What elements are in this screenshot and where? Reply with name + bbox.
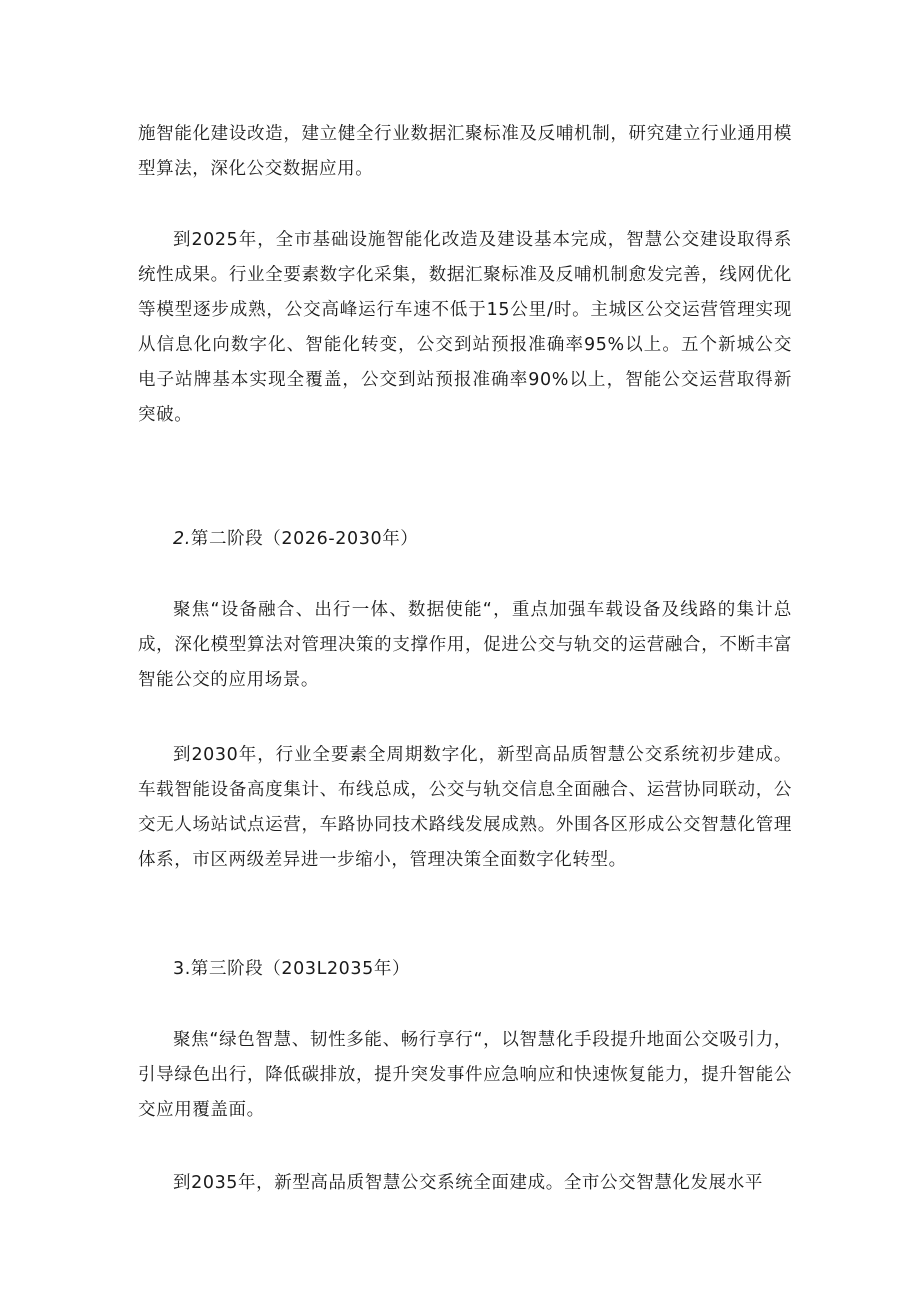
section-title: 第二阶段（2026-2030年） xyxy=(190,529,419,549)
paragraph-phase-two-focus: 聚焦“设备融合、出行一体、数据使能“，重点加强车载设备及线路的集计总成，深化模型算法对管理决策的支撑作用，促进公交与轨交的运营融合，不断丰富智能公交的应用场景。 xyxy=(138,600,792,690)
paragraph-phase-three-focus: 聚焦“绿色智慧、韧性多能、畅行享行“，以智慧化手段提升地面公交吸引力，引导绿色出行，降低碳排放，提升突发事件应急响应和快速恢复能力，提升智能公交应用覆盖面。 xyxy=(138,1030,792,1120)
section-heading-phase-three: 3.第三阶段（203L2035年） xyxy=(173,959,411,979)
paragraph-continuation: 施智能化建设改造，建立健全行业数据汇聚标准及反哺机制，研究建立行业通用模型算法，深化公交数据应用。 xyxy=(138,124,792,179)
paragraph-2025-goals: 到2025年，全市基础设施智能化改造及建设基本完成，智慧公交建设取得系统性成果。行业全要素数字化采集，数据汇聚标准及反哺机制愈发完善，线网优化等模型逐步成熟，公交高峰运行车速不低于15公里/时。主城区公交运营管理实现从信息化向数字化、智能化转变，公交到站预报准确率95%以上。五个新城公交电子站牌基本实现全覆盖，公交到站预报准确率90%以上，智能公交运营取得新突破。 xyxy=(138,230,792,425)
section-number: 2. xyxy=(173,529,191,549)
section-heading-phase-two xyxy=(138,522,792,557)
paragraph-2030-goals: 到2030年，行业全要素全周期数字化，新型高品质智慧公交系统初步建成。车载智能设备高度集计、布线总成，公交与轨交信息全面融合、运营协同联动，公交无人场站试点运营，车路协同技术路线发展成熟。外围各区形成公交智慧化管理体系，市区两级差异进一步缩小，管理决策全面数字化转型。 xyxy=(138,745,792,870)
paragraph-2035-goals: 到2035年，新型高品质智慧公交系统全面建成。全市公交智慧化发展水平 xyxy=(173,1173,763,1193)
